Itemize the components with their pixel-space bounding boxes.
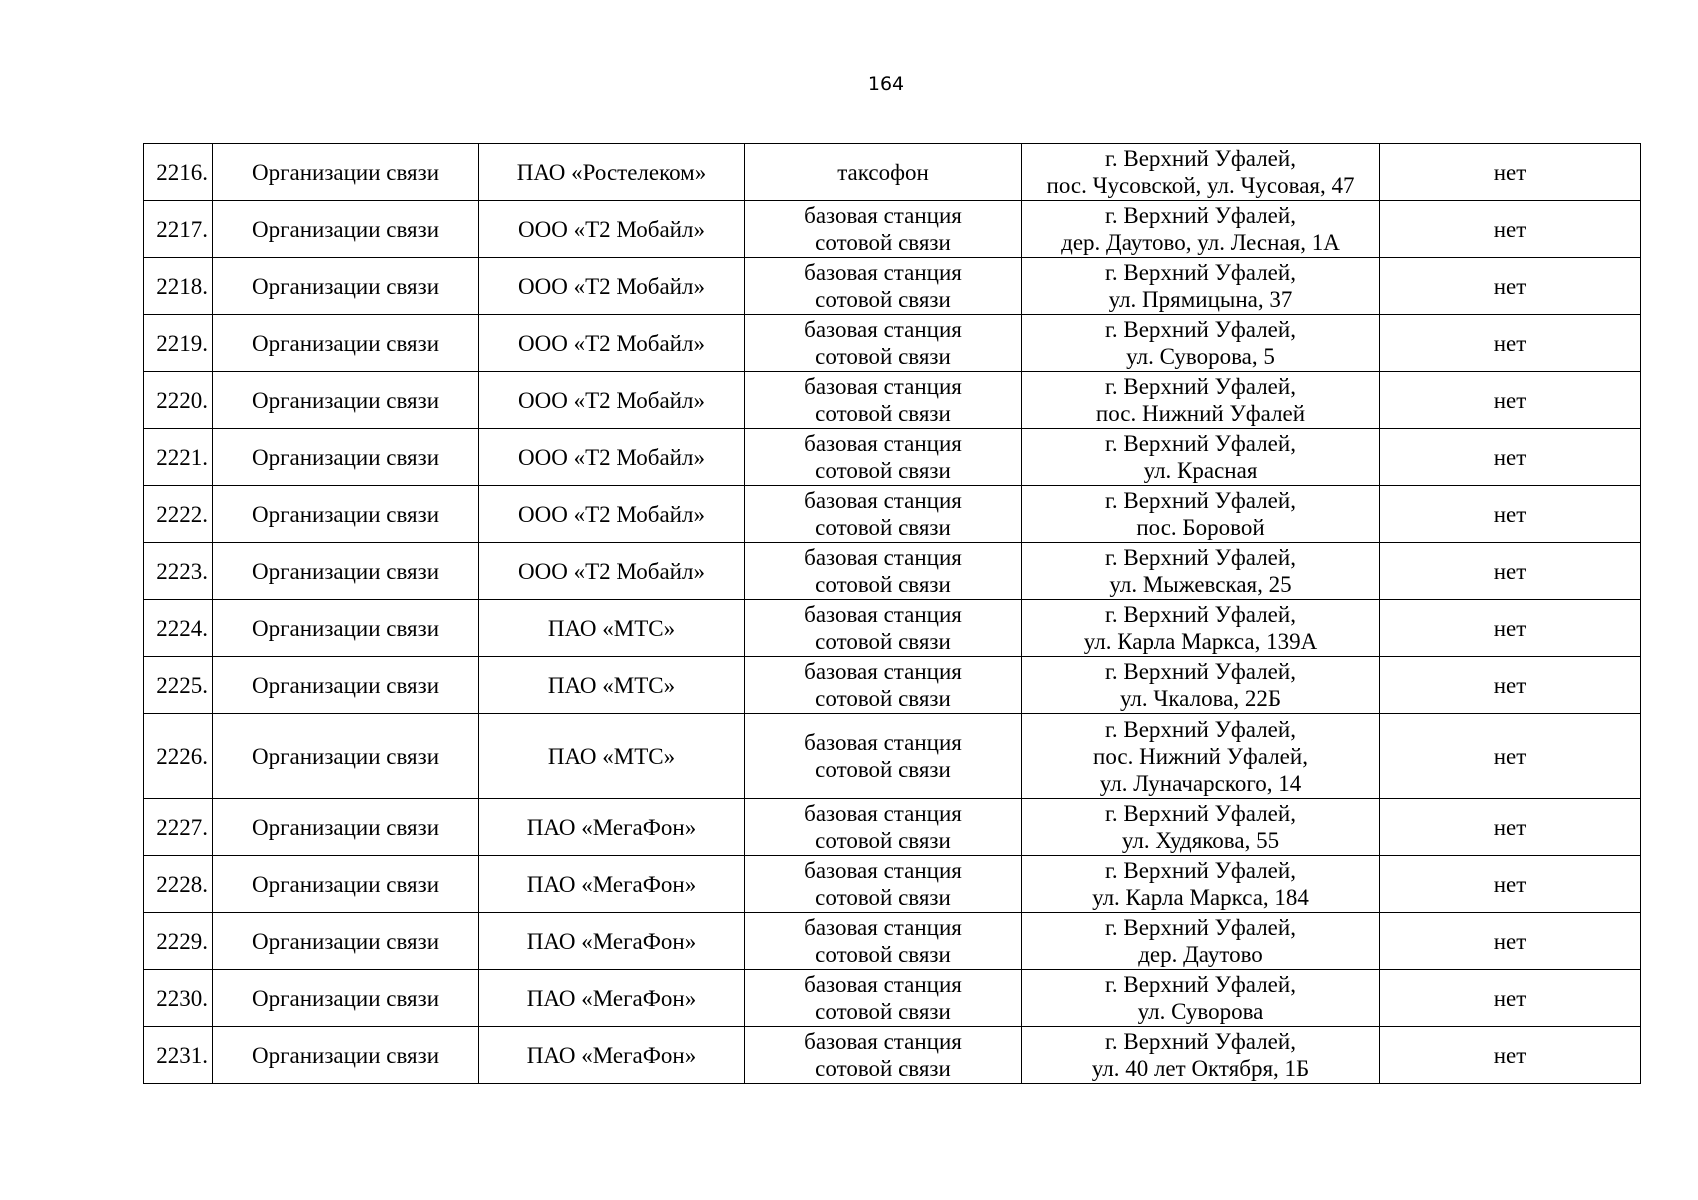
object-cell-line: сотовой связи [815,629,951,654]
category-cell: Организации связи [213,486,479,543]
table-row [144,543,1641,600]
object-cell-line: базовая станция [804,260,962,285]
status-cell: нет [1380,144,1641,201]
category-cell: Организации связи [213,258,479,315]
row-number: 2225. [144,657,213,714]
object-cell [745,714,1022,799]
status-cell: нет [1380,201,1641,258]
object-cell [745,1027,1022,1084]
category-cell: Организации связи [213,543,479,600]
object-cell-line: базовая станция [804,659,962,684]
object-cell [745,258,1022,315]
address-cell-line: ул. Мыжевская, 25 [1109,572,1292,597]
status-cell: нет [1380,600,1641,657]
object-cell-line: базовая станция [804,1029,962,1054]
address-cell [1022,486,1380,543]
address-cell [1022,657,1380,714]
row-number: 2217. [144,201,213,258]
object-cell [745,201,1022,258]
address-cell-line: пос. Нижний Уфалей [1095,401,1306,426]
object-cell-line: сотовой связи [815,515,951,540]
object-cell-line: базовая станция [804,431,962,456]
address-cell-line: ул. Луначарского, 14 [1099,770,1302,796]
address-cell-line: г. Верхний Уфалей, [1105,915,1296,940]
object-cell-line: сотовой связи [815,458,951,483]
object-cell-line: сотовой связи [815,885,951,910]
category-cell: Организации связи [213,1027,479,1084]
category-cell: Организации связи [213,429,479,486]
organization-cell: ООО «Т2 Мобайл» [479,315,745,372]
object-cell [745,799,1022,856]
status-cell: нет [1380,258,1641,315]
address-cell-line: г. Верхний Уфалей, [1105,1029,1296,1054]
table-row [144,657,1641,714]
organization-cell: ООО «Т2 Мобайл» [479,429,745,486]
row-number: 2222. [144,486,213,543]
address-cell-line: ул. Суворова, 5 [1126,344,1275,369]
status-cell: нет [1380,486,1641,543]
category-cell: Организации связи [213,600,479,657]
object-cell-line: сотовой связи [815,572,951,597]
address-cell [1022,1027,1380,1084]
object-cell-line: базовая станция [804,317,962,342]
status-cell: нет [1380,913,1641,970]
organization-cell: ПАО «МТС» [479,600,745,657]
object-cell-line: базовая станция [804,545,962,570]
organization-cell: ПАО «МегаФон» [479,970,745,1027]
object-cell [745,856,1022,913]
address-cell-line: ул. Худякова, 55 [1121,828,1280,853]
category-cell: Организации связи [213,201,479,258]
object-cell-line: сотовой связи [815,401,951,426]
address-cell-line: дер. Даутово, ул. Лесная, 1А [1061,230,1340,255]
status-cell: нет [1380,429,1641,486]
object-cell-line: базовая станция [804,972,962,997]
object-cell [745,315,1022,372]
address-cell [1022,144,1380,201]
category-cell: Организации связи [213,913,479,970]
status-cell: нет [1380,543,1641,600]
address-cell-line: г. Верхний Уфалей, [1105,659,1296,684]
object-cell-line: сотовой связи [815,999,951,1024]
row-number: 2230. [144,970,213,1027]
status-cell: нет [1380,657,1641,714]
address-cell-line: г. Верхний Уфалей, [1105,203,1296,228]
address-cell [1022,913,1380,970]
registry-table [143,143,1641,1084]
organization-cell: ПАО «МегаФон» [479,913,745,970]
category-cell: Организации связи [213,714,479,799]
object-cell [745,372,1022,429]
address-cell-line: ул. Суворова [1137,999,1264,1024]
object-cell-line: сотовой связи [815,757,951,782]
organization-cell: ПАО «Ростелеком» [479,144,745,201]
organization-cell: ООО «Т2 Мобайл» [479,258,745,315]
organization-cell: ПАО «МТС» [479,657,745,714]
organization-cell: ПАО «МегаФон» [479,1027,745,1084]
status-cell: нет [1380,856,1641,913]
organization-cell: ПАО «МегаФон» [479,856,745,913]
address-cell-line: ул. Карла Маркса, 184 [1092,885,1309,910]
row-number: 2231. [144,1027,213,1084]
object-cell-line: сотовой связи [815,230,951,255]
status-cell: нет [1380,970,1641,1027]
address-cell-line: г. Верхний Уфалей, [1105,602,1296,627]
object-cell-line: базовая станция [804,488,962,513]
table-row [144,201,1641,258]
object-cell-line: сотовой связи [815,942,951,967]
address-cell-line: г. Верхний Уфалей, [1105,260,1296,285]
object-cell-line: сотовой связи [815,686,951,711]
status-cell: нет [1380,799,1641,856]
address-cell-line: пос. Чусовской, ул. Чусовая, 47 [1046,173,1355,198]
status-cell: нет [1380,372,1641,429]
category-cell: Организации связи [213,315,479,372]
object-cell [745,543,1022,600]
table-row [144,372,1641,429]
address-cell-line: г. Верхний Уфалей, [1105,801,1296,826]
row-number: 2226. [144,714,213,799]
table-row [144,258,1641,315]
table-row [144,913,1641,970]
row-number: 2219. [144,315,213,372]
row-number: 2224. [144,600,213,657]
status-cell: нет [1380,315,1641,372]
object-cell-line: базовая станция [804,801,962,826]
address-cell-line: г. Верхний Уфалей, [1105,858,1296,883]
organization-cell: ПАО «МегаФон» [479,799,745,856]
object-cell-line: базовая станция [804,915,962,940]
object-cell-line: сотовой связи [815,1056,951,1081]
address-cell-line: пос. Нижний Уфалей, [1093,743,1308,769]
address-cell-line: г. Верхний Уфалей, [1105,431,1296,456]
address-cell [1022,856,1380,913]
table-row [144,144,1641,201]
page-number: 164 [867,73,905,95]
address-cell [1022,201,1380,258]
organization-cell: ООО «Т2 Мобайл» [479,543,745,600]
address-cell [1022,543,1380,600]
table-row [144,1027,1641,1084]
status-cell: нет [1380,1027,1641,1084]
table-row [144,600,1641,657]
address-cell-line: ул. Карла Маркса, 139А [1083,629,1318,654]
category-cell: Организации связи [213,657,479,714]
address-cell-line: г. Верхний Уфалей, [1105,146,1296,171]
object-cell [745,657,1022,714]
category-cell: Организации связи [213,372,479,429]
address-cell [1022,799,1380,856]
address-cell-line: ул. Чкалова, 22Б [1119,686,1282,711]
address-cell-line: г. Верхний Уфалей, [1105,488,1296,513]
organization-cell: ООО «Т2 Мобайл» [479,372,745,429]
address-cell [1022,970,1380,1027]
address-cell [1022,372,1380,429]
object-cell-line: сотовой связи [815,828,951,853]
row-number: 2220. [144,372,213,429]
address-cell [1022,600,1380,657]
object-cell [745,486,1022,543]
category-cell: Организации связи [213,856,479,913]
status-cell: нет [1380,714,1641,799]
object-cell [745,970,1022,1027]
address-cell-line: пос. Боровой [1136,515,1265,540]
object-cell-line: базовая станция [804,602,962,627]
address-cell [1022,429,1380,486]
category-cell: Организации связи [213,970,479,1027]
object-cell-line: базовая станция [804,203,962,228]
organization-cell: ООО «Т2 Мобайл» [479,486,745,543]
address-cell-line: г. Верхний Уфалей, [1105,317,1296,342]
object-cell-line: базовая станция [804,858,962,883]
address-cell-line: дер. Даутово [1138,942,1263,967]
row-number: 2216. [144,144,213,201]
table-row [144,714,1641,799]
address-cell-line: г. Верхний Уфалей, [1105,716,1296,742]
object-cell-line: базовая станция [804,730,962,755]
row-number: 2218. [144,258,213,315]
registry-table-body [144,144,1641,1084]
organization-cell: ПАО «МТС» [479,714,745,799]
table-row [144,856,1641,913]
row-number: 2223. [144,543,213,600]
address-cell [1022,258,1380,315]
table-row [144,970,1641,1027]
object-cell [745,144,1022,201]
category-cell: Организации связи [213,799,479,856]
address-cell-line: ул. Красная [1143,458,1258,483]
row-number: 2227. [144,799,213,856]
category-cell: Организации связи [213,144,479,201]
table-row [144,799,1641,856]
address-cell [1022,315,1380,372]
address-cell-line: г. Верхний Уфалей, [1105,374,1296,399]
row-number: 2228. [144,856,213,913]
object-cell [745,913,1022,970]
object-cell-line: базовая станция [804,374,962,399]
object-cell [745,600,1022,657]
table-row [144,315,1641,372]
object-cell [745,429,1022,486]
table-row [144,429,1641,486]
address-cell [1022,714,1380,799]
address-cell-line: г. Верхний Уфалей, [1105,972,1296,997]
organization-cell: ООО «Т2 Мобайл» [479,201,745,258]
address-cell-line: г. Верхний Уфалей, [1105,545,1296,570]
row-number: 2229. [144,913,213,970]
row-number: 2221. [144,429,213,486]
address-cell-line: ул. 40 лет Октября, 1Б [1091,1056,1310,1081]
address-cell-line: ул. Прямицына, 37 [1108,287,1293,312]
object-cell-line: таксофон [837,159,929,185]
object-cell-line: сотовой связи [815,344,951,369]
table-row [144,486,1641,543]
object-cell-line: сотовой связи [815,287,951,312]
